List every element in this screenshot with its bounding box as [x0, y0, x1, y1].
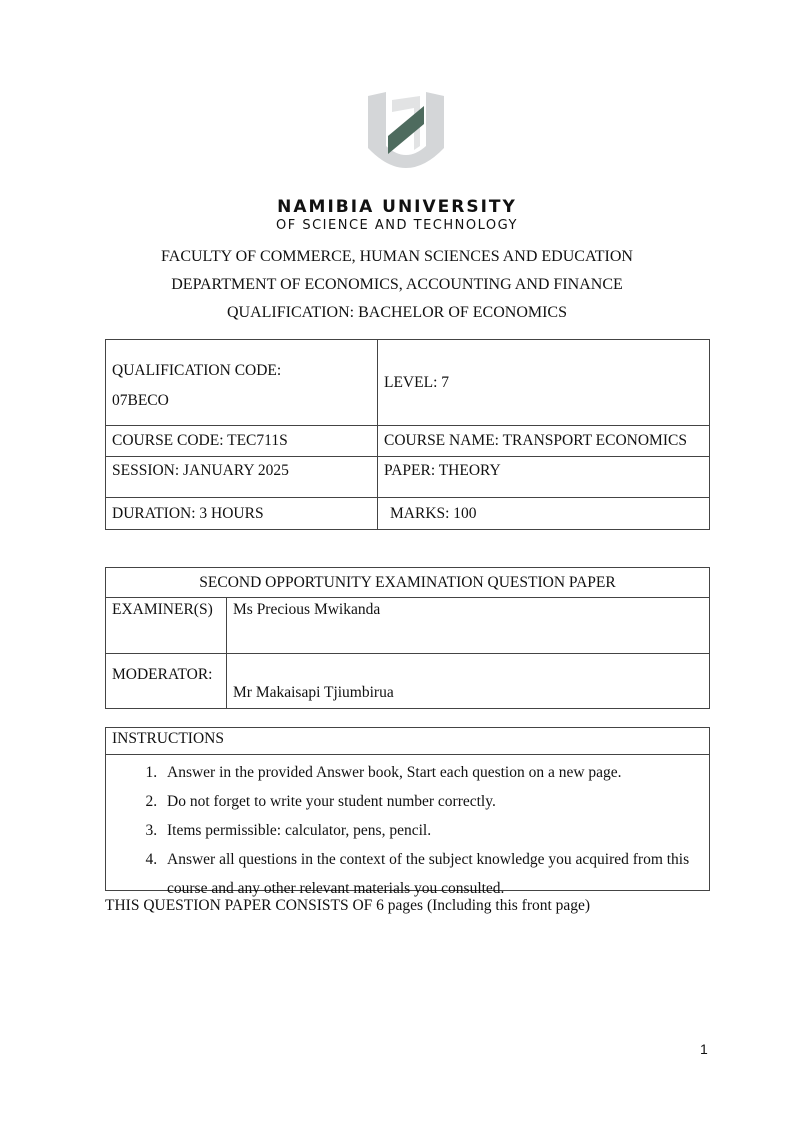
paper-cell: PAPER: THEORY	[378, 457, 710, 498]
level-cell: LEVEL: 7	[378, 340, 710, 426]
examiners-table	[105, 567, 710, 709]
course-details-table	[105, 339, 710, 530]
moderator-label: MODERATOR:	[106, 654, 227, 709]
duration-cell: DURATION: 3 HOURS	[106, 498, 378, 530]
instruction-item: 1. Answer in the provided Answer book, Start each question on a new page.	[161, 758, 709, 787]
page-number: 1	[700, 1041, 708, 1057]
university-name: NAMIBIA UNIVERSITY	[277, 197, 517, 217]
session-cell: SESSION: JANUARY 2025	[106, 457, 378, 498]
department: DEPARTMENT OF ECONOMICS, ACCOUNTING AND FINANCE	[171, 276, 623, 293]
pages-note: THIS QUESTION PAPER CONSISTS OF 6 pages (Including this front page)	[105, 897, 591, 914]
course-name-cell: COURSE NAME: TRANSPORT ECONOMICS	[378, 426, 710, 457]
instructions-box	[105, 727, 710, 897]
qualification: QUALIFICATION: BACHELOR OF ECONOMICS	[226, 304, 567, 321]
instructions-list	[106, 758, 709, 903]
course-code-cell: COURSE CODE: TEC711S	[106, 426, 378, 457]
instruction-item: 2. Do not forget to write your student number correctly.	[161, 787, 709, 816]
examiner-name: Ms Precious Mwikanda	[227, 598, 710, 654]
moderator-name: Mr Makaisapi Tjiumbirua	[227, 654, 710, 709]
faculty: FACULTY OF COMMERCE, HUMAN SCIENCES AND EDUCATION	[161, 248, 633, 265]
exam-title: SECOND OPPORTUNITY EXAMINATION QUESTION PAPER	[106, 568, 710, 598]
instructions-title: INSTRUCTIONS	[106, 728, 709, 755]
instruction-item: 4. Answer all questions in the context of the subject knowledge you acquired from this course and any other relevant materials you consulted.	[161, 845, 709, 903]
instruction-item: 3. Items permissible: calculator, pens, pencil.	[161, 816, 709, 845]
university-logo	[362, 88, 450, 178]
university-subtitle: OF SCIENCE AND TECHNOLOGY	[276, 218, 518, 233]
examiner-label: EXAMINER(S)	[106, 598, 227, 654]
marks-cell: MARKS: 100	[378, 498, 710, 530]
qualification-code-cell: QUALIFICATION CODE: 07BECO	[106, 340, 378, 426]
